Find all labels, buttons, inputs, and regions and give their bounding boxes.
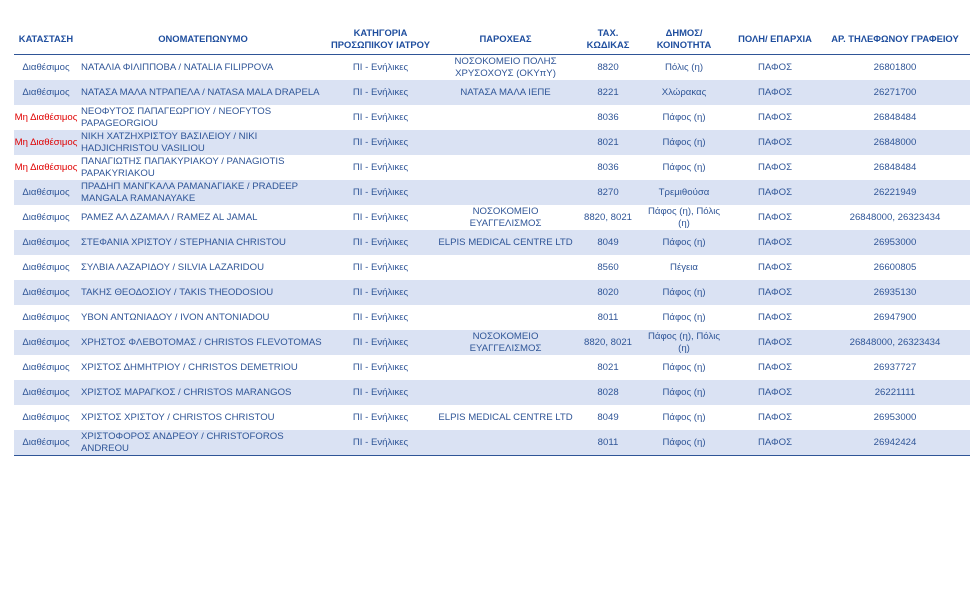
municipality-cell: Πάφος (η)	[662, 361, 706, 373]
table-row	[14, 305, 970, 330]
provider-cell: ΝΟΣΟΚΟΜΕΙΟ ΕΥΑΓΓΕΛΙΣΜΟΣ	[469, 205, 542, 229]
phone-cell: 26848000	[820, 130, 970, 155]
name-cell: ΧΡΙΣΤΟΣ ΔΗΜΗΤΡΙΟΥ / CHRISTOS DEMETRIOU	[81, 361, 298, 373]
city-cell: ΠΑΦΟΣ	[730, 380, 820, 405]
table-body	[14, 55, 970, 456]
name-cell: ΣΥΛΒΙΑ ΛΑΖΑΡΙΔΟΥ / SILVIA LAZARIDOU	[81, 261, 265, 273]
status-cell: Διαθέσιμος	[14, 280, 78, 305]
postcode-cell: 8820	[597, 61, 619, 73]
provider-cell	[433, 380, 578, 405]
city-cell: ΠΑΦΟΣ	[730, 280, 820, 305]
city-cell: ΠΑΦΟΣ	[730, 180, 820, 205]
phone-cell: 26848000, 26323434	[849, 211, 941, 223]
status-cell: Μη Διαθέσιμος	[14, 111, 78, 123]
phone-cell: 26848484	[873, 161, 917, 173]
phone-cell: 26801800	[873, 61, 917, 73]
status-cell: Διαθέσιμος	[14, 380, 78, 405]
municipality-cell: Πάφος (η)	[662, 161, 706, 173]
phone-cell: 26848484	[873, 111, 917, 123]
status-cell: Μη Διαθέσιμος	[14, 130, 78, 155]
table-row	[14, 205, 970, 230]
municipality-cell: Τρεμιθούσα	[638, 180, 730, 205]
table-row	[14, 80, 970, 105]
name-cell: ΧΡΙΣΤΟΦΟΡΟΣ ΑΝΔΡΕΟΥ / CHRISTOFOROS ANDREOU	[78, 430, 328, 456]
provider-cell	[433, 280, 578, 305]
provider-cell	[433, 130, 578, 155]
header-provider: ΠΑΡΟΧΕΑΣ	[433, 24, 578, 55]
city-cell: ΠΑΦΟΣ	[757, 311, 793, 323]
category-cell: ΠΙ - Ενήλικες	[352, 61, 409, 73]
name-cell: ΥΒΟΝ ΑΝΤΩΝΙΑΔΟΥ / IVON ANTONIADOU	[81, 311, 270, 323]
name-cell: ΤΑΚΗΣ ΘΕΟΔΟΣΙΟΥ / TAKIS THEODOSIOU	[78, 280, 328, 305]
header-city: ΠΟΛΗ/ ΕΠΑΡΧΙΑ	[730, 24, 820, 55]
provider-cell: ELPIS MEDICAL CENTRE LTD	[438, 411, 573, 423]
postcode-cell: 8049	[578, 230, 638, 255]
postcode-cell: 8021	[597, 361, 619, 373]
status-cell: Διαθέσιμος	[22, 411, 70, 423]
municipality-cell: Πάφος (η), Πόλις (η)	[638, 330, 730, 355]
header-municipality: ΔΗΜΟΣ/ ΚΟΙΝΟΤΗΤΑ	[638, 24, 730, 55]
category-cell: ΠΙ - Ενήλικες	[352, 311, 409, 323]
status-cell: Διαθέσιμος	[14, 80, 78, 105]
provider-cell	[433, 180, 578, 205]
header-postcode: ΤΑΧ. ΚΩΔΙΚΑΣ	[578, 24, 638, 55]
city-cell: ΠΑΦΟΣ	[757, 261, 793, 273]
name-cell: ΝΑΤΑΛΙΑ ΦΙΛΙΠΠΟΒΑ / NATALIA FILIPPOVA	[81, 61, 274, 73]
doctor-list	[14, 24, 970, 456]
city-cell: ΠΑΦΟΣ	[757, 111, 793, 123]
municipality-cell: Πέγεια	[670, 261, 698, 273]
header-name: ΟΝΟΜΑΤΕΠΩΝΥΜΟ	[78, 24, 328, 55]
city-cell: ΠΑΦΟΣ	[730, 330, 820, 355]
phone-cell: 26942424	[820, 430, 970, 456]
category-cell: ΠΙ - Ενήλικες	[352, 361, 409, 373]
provider-cell	[433, 355, 578, 380]
status-cell: Διαθέσιμος	[14, 230, 78, 255]
category-cell: ΠΙ - Ενήλικες	[328, 280, 433, 305]
category-cell: ΠΙ - Ενήλικες	[328, 130, 433, 155]
city-cell: ΠΑΦΟΣ	[730, 130, 820, 155]
phone-cell: 26953000	[873, 411, 917, 423]
table-row	[14, 130, 970, 155]
category-cell: ΠΙ - Ενήλικες	[328, 230, 433, 255]
postcode-cell: 8036	[597, 111, 619, 123]
phone-cell: 26271700	[820, 80, 970, 105]
provider-cell	[433, 430, 578, 456]
table-row	[14, 430, 970, 456]
phone-cell: 26953000	[820, 230, 970, 255]
provider-cell: ΝΟΣΟΚΟΜΕΙΟ ΕΥΑΓΓΕΛΙΣΜΟΣ	[433, 330, 578, 355]
phone-cell: 26600805	[873, 261, 917, 273]
name-cell: ΧΡΙΣΤΟΣ ΧΡΙΣΤΟΥ / CHRISTOS CHRISTOU	[81, 411, 275, 423]
city-cell: ΠΑΦΟΣ	[730, 230, 820, 255]
postcode-cell: 8049	[597, 411, 619, 423]
provider-cell	[433, 255, 578, 280]
municipality-cell: Πάφος (η)	[662, 411, 706, 423]
provider-cell	[433, 105, 578, 130]
status-cell: Διαθέσιμος	[22, 261, 70, 273]
city-cell: ΠΑΦΟΣ	[730, 80, 820, 105]
name-cell: ΧΡΙΣΤΟΣ ΜΑΡΑΓΚΟΣ / CHRISTOS MARANGOS	[78, 380, 328, 405]
postcode-cell: 8221	[578, 80, 638, 105]
status-cell: Διαθέσιμος	[14, 330, 78, 355]
municipality-cell: Πάφος (η)	[638, 230, 730, 255]
category-cell: ΠΙ - Ενήλικες	[328, 330, 433, 355]
postcode-cell: 8021	[578, 130, 638, 155]
category-cell: ΠΙ - Ενήλικες	[328, 180, 433, 205]
phone-cell: 26937727	[873, 361, 917, 373]
category-cell: ΠΙ - Ενήλικες	[352, 111, 409, 123]
table-header-row	[14, 24, 970, 55]
city-cell: ΠΑΦΟΣ	[757, 411, 793, 423]
municipality-cell: Πάφος (η)	[638, 380, 730, 405]
category-cell: ΠΙ - Ενήλικες	[328, 380, 433, 405]
table-row	[14, 405, 970, 430]
municipality-cell: Χλώρακας	[638, 80, 730, 105]
table-row	[14, 380, 970, 405]
postcode-cell: 8560	[597, 261, 619, 273]
status-cell: Διαθέσιμος	[22, 61, 70, 73]
status-cell: Διαθέσιμος	[22, 211, 70, 223]
provider-cell	[433, 155, 578, 180]
name-cell: ΠΑΝΑΓΙΩΤΗΣ ΠΑΠΑΚΥΡΙΑΚΟΥ / PANAGIOTIS PAPAKYRIAKOU	[81, 155, 285, 179]
table-row	[14, 280, 970, 305]
municipality-cell: Πάφος (η)	[638, 130, 730, 155]
category-cell: ΠΙ - Ενήλικες	[352, 411, 409, 423]
category-cell: ΠΙ - Ενήλικες	[352, 211, 409, 223]
provider-cell	[433, 305, 578, 330]
municipality-cell: Πάφος (η), Πόλις (η)	[647, 205, 720, 229]
status-cell: Διαθέσιμος	[14, 180, 78, 205]
postcode-cell: 8036	[597, 161, 619, 173]
postcode-cell: 8028	[578, 380, 638, 405]
header-phone: ΑΡ. ΤΗΛΕΦΩΝΟΥ ΓΡΑΦΕΙΟΥ	[820, 24, 970, 55]
table-row	[14, 230, 970, 255]
status-cell: Μη Διαθέσιμος	[14, 161, 78, 173]
table-row	[14, 255, 970, 280]
category-cell: ΠΙ - Ενήλικες	[352, 161, 409, 173]
postcode-cell: 8820, 8021	[583, 211, 632, 223]
postcode-cell: 8820, 8021	[578, 330, 638, 355]
table-row	[14, 55, 970, 81]
status-cell: Διαθέσιμος	[14, 430, 78, 456]
table-row	[14, 330, 970, 355]
city-cell: ΠΑΦΟΣ	[757, 211, 793, 223]
name-cell: ΡΑΜΕΖ ΑΛ ΔΖΑΜΑΛ / RAMEZ AL JAMAL	[81, 211, 258, 223]
municipality-cell: Πάφος (η)	[638, 280, 730, 305]
name-cell: ΝΑΤΑΣΑ ΜΑΛΑ ΝΤΡΑΠΕΛΑ / NATASA MALA DRAPELA	[78, 80, 328, 105]
category-cell: ΠΙ - Ενήλικες	[328, 430, 433, 456]
doctors-table	[14, 24, 970, 456]
provider-cell: ΝΟΣΟΚΟΜΕΙΟ ΠΟΛΗΣ ΧΡΥΣΟΧΟΥΣ (ΟΚΥπΥ)	[454, 55, 557, 79]
phone-cell: 26935130	[820, 280, 970, 305]
status-cell: Διαθέσιμος	[22, 311, 70, 323]
category-cell: ΠΙ - Ενήλικες	[352, 261, 409, 273]
table-row	[14, 155, 970, 180]
name-cell: ΝΕΟΦΥΤΟΣ ΠΑΠΑΓΕΩΡΓΙΟΥ / NEOFYTOS PAPAGEORGIOU	[81, 105, 272, 129]
municipality-cell: Πάφος (η)	[662, 311, 706, 323]
postcode-cell: 8020	[578, 280, 638, 305]
phone-cell: 26947900	[873, 311, 917, 323]
name-cell: ΝΙΚΗ ΧΑΤΖΗΧΡΙΣΤΟΥ ΒΑΣΙΛΕΙΟΥ / NIKI HADJICHRISTOU VASILIOU	[78, 130, 328, 155]
municipality-cell: Πάφος (η)	[638, 430, 730, 456]
city-cell: ΠΑΦΟΣ	[730, 430, 820, 456]
city-cell: ΠΑΦΟΣ	[757, 161, 793, 173]
header-category: ΚΑΤΗΓΟΡΙΑ ΠΡΟΣΩΠΙΚΟΥ ΙΑΤΡΟΥ	[328, 24, 433, 55]
phone-cell: 26221111	[820, 380, 970, 405]
phone-cell: 26848000, 26323434	[820, 330, 970, 355]
city-cell: ΠΑΦΟΣ	[757, 361, 793, 373]
phone-cell: 26221949	[820, 180, 970, 205]
header-status: ΚΑΤΑΣΤΑΣΗ	[14, 24, 78, 55]
table-row	[14, 180, 970, 205]
provider-cell: ELPIS MEDICAL CENTRE LTD	[433, 230, 578, 255]
postcode-cell: 8011	[578, 430, 638, 456]
city-cell: ΠΑΦΟΣ	[757, 61, 793, 73]
municipality-cell: Πάφος (η)	[662, 111, 706, 123]
name-cell: ΧΡΗΣΤΟΣ ΦΛΕΒΟΤΟΜΑΣ / CHRISTOS FLEVOTOMAS	[78, 330, 328, 355]
postcode-cell: 8011	[597, 311, 619, 323]
postcode-cell: 8270	[578, 180, 638, 205]
table-row	[14, 355, 970, 380]
table-row	[14, 105, 970, 130]
provider-cell: ΝΑΤΑΣΑ ΜΑΛΑ ΙΕΠΕ	[433, 80, 578, 105]
category-cell: ΠΙ - Ενήλικες	[328, 80, 433, 105]
municipality-cell: Πόλις (η)	[664, 61, 704, 73]
status-cell: Διαθέσιμος	[22, 361, 70, 373]
name-cell: ΣΤΕΦΑΝΙΑ ΧΡΙΣΤΟΥ / STEPHANIA CHRISTOU	[78, 230, 328, 255]
name-cell: ΠΡΑΔΗΠ ΜΑΝΓΚΑΛΑ ΡΑΜΑΝΑΓΙΑΚΕ / PRADEEP MANGALA RAMANAYAKE	[78, 180, 328, 205]
